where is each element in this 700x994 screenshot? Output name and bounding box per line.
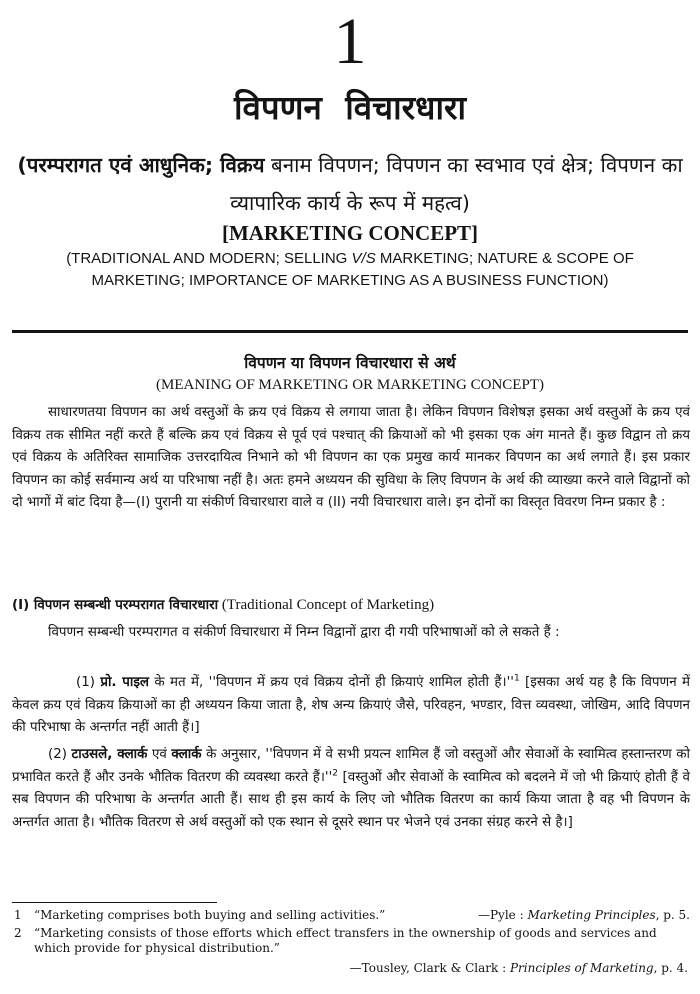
chapter-title-english: [MARKETING CONCEPT] — [221, 221, 479, 245]
sub-heading-traditional — [12, 594, 690, 618]
english-subtitle-vs: V/S — [351, 250, 376, 267]
definition-explanation: [इसका अर्थ यह है कि विपणन में केवल क्रय एवं विक्रय क्रियाओं का ही अध्ययन किया जाता है, शेष अन्य क्रियाएं जैसे, परिवहन, भण्डार, वित्त व्यवस्था, जोखिम, आदि विपणन की परिभाषा के अन्तर्गत नहीं आती हैं।] — [12, 675, 690, 735]
footnote-ref-2: 2 — [332, 768, 339, 779]
source-title: Marketing Principles — [527, 908, 656, 922]
definition-conjunction: एवं — [147, 747, 172, 762]
section-heading-english: (MEANING OF MARKETING OR MARKETING CONCEPT) — [156, 377, 544, 393]
definition-explanation: [वस्तुओं और सेवाओं के स्वामित्व को बदलने में जो भी क्रियाएं होती हैं वे सब विपणन की परिभाषा के अन्तर्गत आती हैं। साथ ही इस कार्य के लिए जो भौतिक वितरण का कार्य किया जाता है वह भी विपणन के अन्तर्गत आता है। भौतिक वितरण से अर्थ वस्तुओं को एक स्थान से दूसरे स्थान पर भेजने एवं उनका संग्रह करने से है।] — [12, 769, 690, 830]
footnote-rule — [12, 902, 217, 903]
definition-tousley-clark — [12, 744, 690, 834]
source-author: —Pyle : — [477, 908, 528, 922]
definition-quote: के मत में, ''विपणन में क्रय एवं विक्रय दोनों ही क्रियाएं शामिल होती हैं।'' — [149, 675, 514, 690]
english-subtitle-part-2: MARKETING; NATURE & SCOPE OF MARKETING; IMPORTANCE OF MARKETING AS A BUSINESS FUNCTION) — [91, 250, 634, 289]
definition-author: टाउसले, क्लार्क — [71, 747, 148, 762]
footnote-text: “Marketing consists of those efforts which effect transfers in the ownership of goods and services and which provide for physical distribution.” — [34, 926, 657, 955]
footnote-1 — [14, 908, 690, 923]
footnote-text: “Marketing comprises both buying and selling activities.” — [34, 908, 386, 922]
english-subtitle-part-1: (TRADITIONAL AND MODERN; SELLING — [66, 250, 352, 267]
footnote-number: 2 — [14, 926, 22, 940]
chapter-subtitle-english — [40, 248, 660, 292]
heading-divider — [12, 330, 688, 333]
paragraph-definitions-intro: विपणन सम्बन्धी परम्परागत व संकीर्ण विचारधारा में निम्न विद्वानों द्वारा दी गयी परिभाषाओं को ले सकते हैं : — [48, 625, 560, 640]
chapter-title: विपणन विचारधारा — [233, 88, 467, 127]
sub-heading-english: (Traditional Concept of Marketing) — [218, 597, 435, 613]
footnote-number: 1 — [14, 908, 22, 922]
source-page: , p. 5. — [655, 908, 690, 922]
subtitle-rest: बनाम विपणन; विपणन का स्वभाव एवं क्षेत्र; विपणन का व्यापारिक कार्य के रूप में महत्व) — [230, 153, 683, 215]
definition-pyle — [12, 672, 690, 740]
paragraph-meaning: साधारणतया विपणन का अर्थ वस्तुओं के क्रय एवं विक्रय से लगाया जाता है। लेकिन विपणन विशेषज्ञ इसका अर्थ वस्तुओं के क्रय एवं विक्रय तक सीमित नहीं करते हैं बल्कि क्रय एवं विक्रय से पूर्व एवं पश्चात् की क्रियाओं को भी इसका एक अंग मानते हैं। कुछ विद्वान तो क्रय एवं विक्रय के अतिरिक्त सामाजिक उत्तरदायित्व निभाने को भी विपणन का एक प्रमुख कार्य मानकर विपणन का अर्थ लगाते हैं। इस प्रकार विपणन का कोई सर्वमान्य अर्थ या परिभाषा नहीं है। अतः हमने अध्ययन की सुविधा के लिए विपणन के अर्थ की व्याख्या करने वाले विद्वानों को दो भागों में बांट दिया है—(I) पुरानी या संकीर्ण विचारधारा वाले व (II) नयी विचारधारा वाले। इन दोनों का विस्तृत विवरण निम्न प्रकार है : — [12, 405, 690, 510]
source-title: Principles of Marketing — [509, 961, 654, 975]
source-author: —Tousley, Clark & Clark : — [349, 961, 510, 975]
section-heading: विपणन या विपणन विचारधारा से अर्थ — [244, 354, 456, 372]
sub-heading-hindi: (I) विपणन सम्बन्धी परम्परागत विचारधारा — [12, 598, 219, 613]
footnote-2-source — [350, 961, 688, 976]
footnote-ref-1: 1 — [513, 673, 520, 684]
source-page: , p. 4. — [653, 961, 688, 975]
chapter-number: 1 — [333, 5, 367, 78]
definition-number: (2) — [48, 747, 72, 762]
subtitle-bold-part: (परम्परागत एवं आधुनिक; विक्रय — [17, 153, 265, 177]
definition-quote: के अनुसार, ''विपणन में वे सभी प्रयत्न शामिल हैं जो वस्तुओं और सेवाओं के स्वामित्व हस्तान्तरण को प्रभावित करते हैं और उनके भौतिक वितरण की व्यवस्था करते हैं।'' — [12, 747, 690, 785]
definition-author-2: क्लार्क — [171, 747, 202, 762]
definition-author: प्रो. पाइल — [100, 675, 150, 690]
footnote-2 — [14, 926, 690, 956]
chapter-subtitle-hindi — [14, 146, 686, 222]
footnote-source — [478, 908, 690, 923]
definition-number: (1) — [76, 675, 101, 690]
